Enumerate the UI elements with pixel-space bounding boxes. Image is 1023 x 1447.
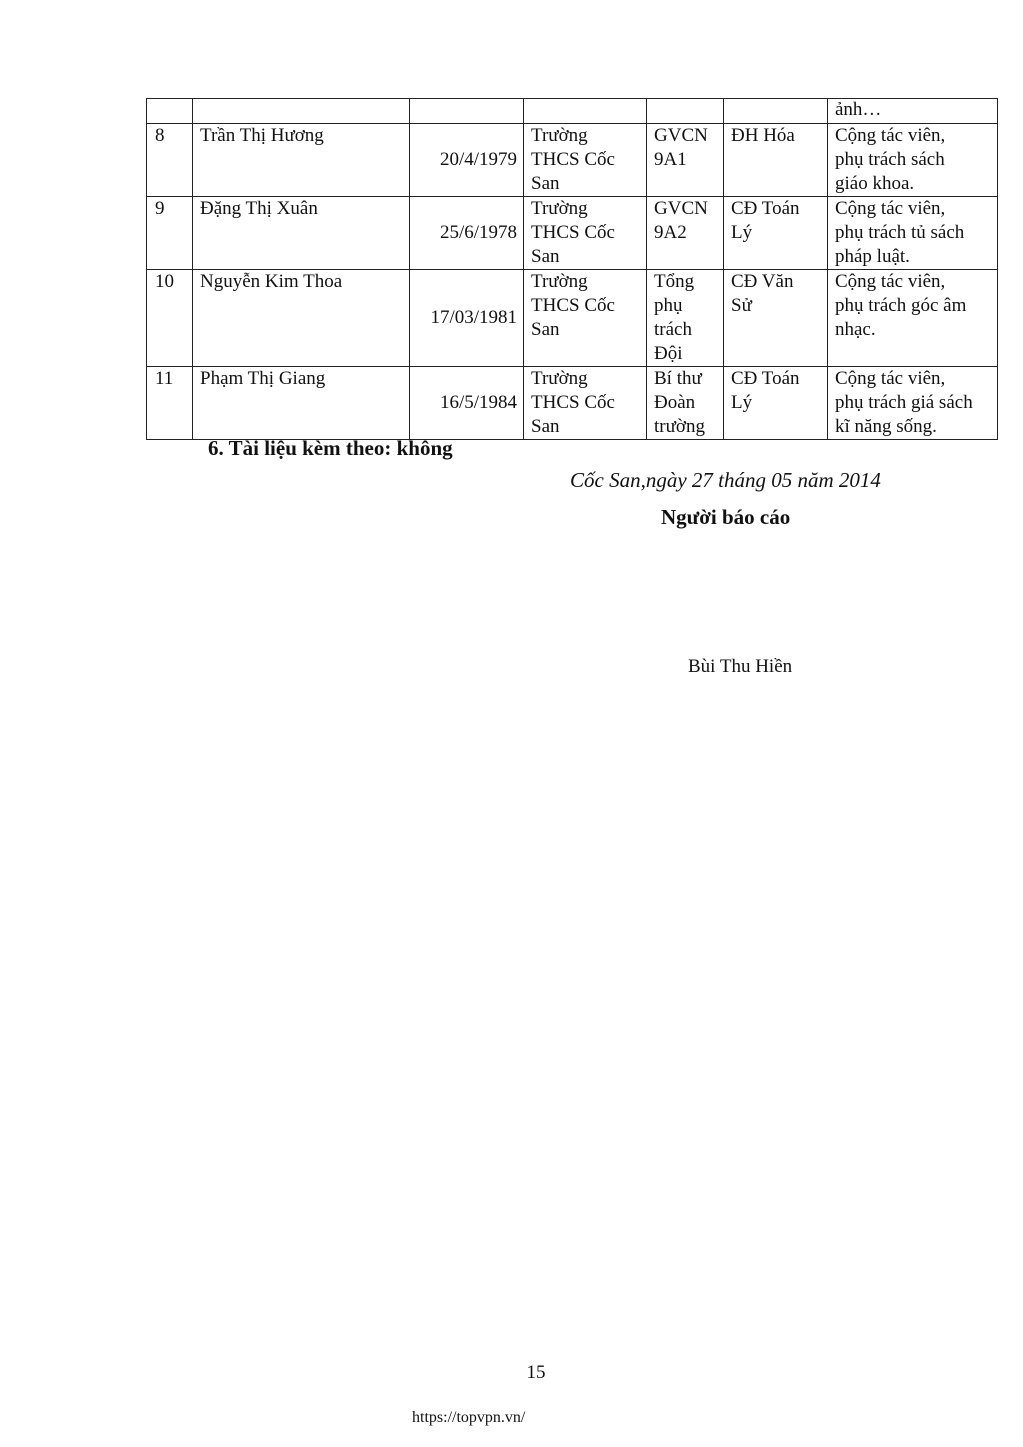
cell-stt: 8 [147, 124, 193, 197]
cell-degree [724, 270, 828, 367]
reporter-title: Người báo cáo [661, 505, 791, 529]
cell-line: Tổng [654, 271, 695, 292]
table-row [147, 367, 998, 440]
cell-position [647, 270, 724, 367]
cell-line: giáo khoa. [835, 173, 915, 194]
cell-line: Trường [531, 271, 588, 292]
cell-line: phụ [654, 295, 683, 316]
cell-line: kĩ năng sống. [835, 416, 937, 437]
cell-workplace [524, 367, 647, 440]
cell-dob: 17/03/1981 [410, 270, 524, 367]
cell-line: San [531, 416, 560, 437]
cell-name: Nguyễn Kim Thoa [193, 270, 410, 367]
footer-url: https://topvpn.vn/ [412, 1409, 526, 1426]
cell-name: Trần Thị Hương [193, 124, 410, 197]
cell-line: nhạc. [835, 319, 876, 340]
cell-dob: 16/5/1984 [410, 367, 524, 440]
cell-degree [724, 197, 828, 270]
cell-line: phụ trách giá sách [835, 392, 973, 413]
cell-stt: 11 [147, 367, 193, 440]
cell-line: phụ trách góc âm [835, 295, 967, 316]
cell-line: Trường [531, 125, 588, 146]
cell-name [193, 99, 410, 124]
attachments-heading: 6. Tài liệu kèm theo: không [208, 436, 453, 460]
cell-degree [724, 367, 828, 440]
signature-place-date: Cốc San,ngày 27 tháng 05 năm 2014 [570, 468, 881, 492]
cell-name: Đặng Thị Xuân [193, 197, 410, 270]
cell-task [828, 270, 998, 367]
cell-stt: 10 [147, 270, 193, 367]
cell-workplace [524, 124, 647, 197]
reporter-name: Bùi Thu Hiền [688, 656, 793, 677]
cell-name: Phạm Thị Giang [193, 367, 410, 440]
cell-line: CĐ Toán [731, 198, 800, 219]
cell-stt: 9 [147, 197, 193, 270]
cell-task [828, 124, 998, 197]
table-row [147, 124, 998, 197]
table-row [147, 270, 998, 367]
cell-line: San [531, 319, 560, 340]
cell-task [828, 367, 998, 440]
cell-line: CĐ Toán [731, 368, 800, 389]
cell-line: CĐ Văn [731, 271, 794, 292]
cell-line: Lý [731, 222, 753, 243]
cell-line: San [531, 246, 560, 267]
cell-line: Cộng tác viên, [835, 125, 946, 146]
cell-stt [147, 99, 193, 124]
cell-dob [410, 99, 524, 124]
cell-line: Bí thư [654, 368, 702, 389]
cell-line: Cộng tác viên, [835, 198, 946, 219]
cell-line: trường [654, 416, 705, 437]
cell-workplace [524, 270, 647, 367]
cell-line: THCS Cốc [531, 392, 615, 413]
cell-line: Đội [654, 343, 683, 364]
staff-table [146, 98, 998, 440]
cell-line: THCS Cốc [531, 295, 615, 316]
cell-line: 9A2 [654, 222, 687, 243]
cell-line: Sử [731, 295, 752, 316]
cell-line: Trường [531, 368, 588, 389]
cell-position [647, 367, 724, 440]
page-number: 15 [526, 1362, 546, 1383]
cell-line: GVCN [654, 198, 708, 219]
cell-position [647, 197, 724, 270]
cell-line: ảnh… [835, 99, 882, 120]
cell-line: Cộng tác viên, [835, 368, 946, 389]
cell-line: pháp luật. [835, 246, 910, 267]
staff-table-body [147, 99, 998, 440]
cell-dob: 20/4/1979 [410, 124, 524, 197]
cell-line: 9A1 [654, 149, 687, 170]
cell-line: ĐH Hóa [731, 125, 795, 146]
cell-line: Đoàn [654, 392, 696, 413]
cell-line: Cộng tác viên, [835, 271, 946, 292]
cell-workplace [524, 197, 647, 270]
cell-line: Trường [531, 198, 588, 219]
cell-degree [724, 99, 828, 124]
cell-line: THCS Cốc [531, 149, 615, 170]
cell-position [647, 99, 724, 124]
table-row [147, 197, 998, 270]
cell-degree [724, 124, 828, 197]
cell-workplace [524, 99, 647, 124]
cell-line: Lý [731, 392, 753, 413]
cell-position [647, 124, 724, 197]
cell-dob: 25/6/1978 [410, 197, 524, 270]
cell-task [828, 99, 998, 124]
cell-line: phụ trách tủ sách [835, 222, 965, 243]
cell-line: GVCN [654, 125, 708, 146]
cell-line: San [531, 173, 560, 194]
cell-line: trách [654, 319, 692, 340]
cell-task [828, 197, 998, 270]
cell-line: phụ trách sách [835, 149, 945, 170]
cell-line: THCS Cốc [531, 222, 615, 243]
table-row [147, 99, 998, 124]
